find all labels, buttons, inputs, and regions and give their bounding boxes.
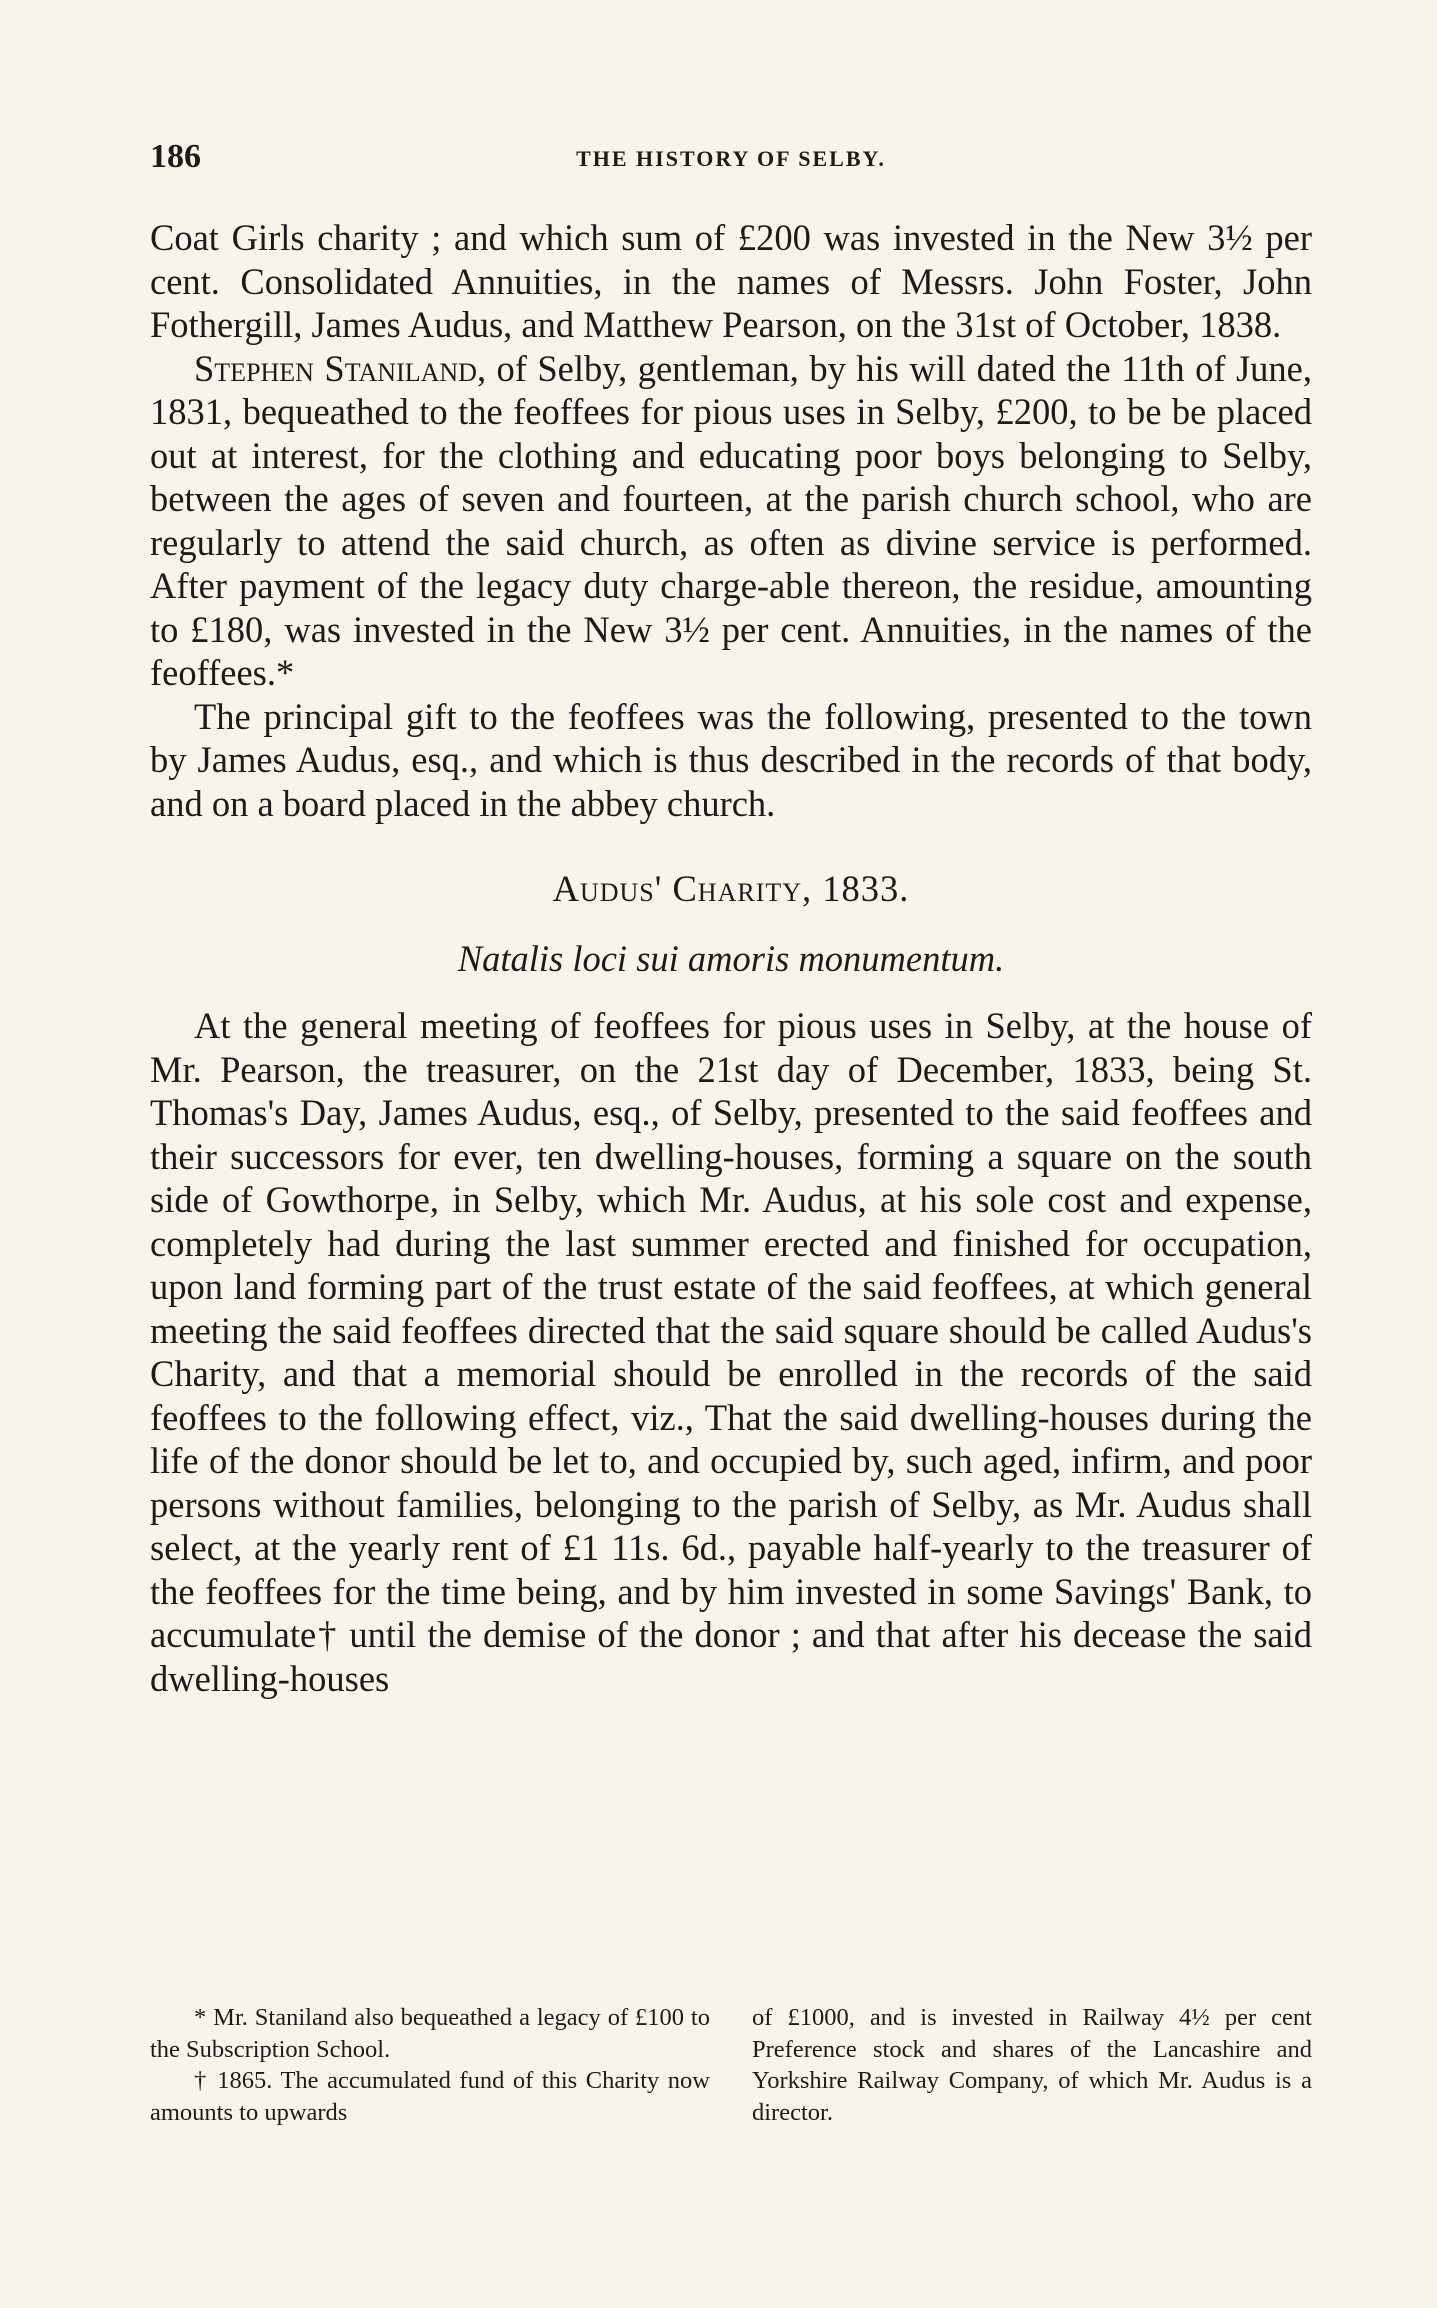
footnote-dagger-continued: of £1000, and is invested in Railway 4½ per cent Preference stock and shares of the Lancashire and Yorkshire Railway Company, of which Mr. Audus is a director. [752,2004,1312,2126]
page-number: 186 [150,138,201,175]
paragraph-3: The principal gift to the feoffees was the following, presented to the town by James Audus, esq., and which is thus described in the records of that body, and on a board placed in the abbey church. [150,695,1312,824]
footnotes-right-column [752,2002,1312,2128]
staniland-name: Stephen Staniland [194,347,477,389]
footnotes-left-column [150,2002,710,2128]
body-text [150,216,1312,1700]
footnote-asterisk: * Mr. Staniland also bequeathed a legacy of £100 to the Subscription School. [150,2004,710,2063]
paragraph-2-text: , of Selby, gentleman, by his will dated the 11th of June, 1831, bequeathed to the feoffees for pious uses in Selby, £200, to be be placed out at interest, for the clothing and educating poor boys belonging to Selby, between the ages of seven and fourteen, at the parish church school, who are regularly to attend the said church, as often as divine service is performed. After payment of the legacy duty charge-able thereon, the residue, amounting to £180, was invested in the New 3½ per cent. Annuities, in the names of the feoffees.* [150,347,1312,693]
paragraph-1: Coat Girls charity ; and which sum of £200 was invested in the New 3½ per cent. Consolidated Annuities, in the names of Messrs. John Foster, John Fothergill, James Audus, and Matthew Pearson, on the 31st of October, 1838. [150,217,1312,345]
latin-motto: Natalis loci sui amoris monumentum. [457,937,1005,979]
paragraph-2 [150,347,1312,695]
running-title: THE HISTORY OF SELBY. [576,146,886,171]
footnotes [150,2002,1312,2128]
footnote-dagger: † 1865. The accumulated fund of this Charity now amounts to upwards [150,2067,710,2126]
page-header [150,138,1312,178]
paragraph-4: At the general meeting of feoffees for pious uses in Selby, at the house of Mr. Pearson, the treasurer, on the 21st day of December, 1833, being St. Thomas's Day, James Audus, esq., of Selby, presented to the said feoffees and their successors for ever, ten dwelling-houses, forming a square on the south side of Gowthorpe, in Selby, which Mr. Audus, at his sole cost and expense, completely had during the last summer erected and finished for occupation, upon land forming part of the trust estate of the said feoffees, at which general meeting the said feoffees directed that the said square should be called Audus's Charity, and that a memorial should be enrolled in the records of the said feoffees to the following effect, viz., That the said dwelling-houses during the life of the donor should be let to, and occupied by, such aged, infirm, and poor persons without families, belonging to the parish of Selby, as Mr. Audus shall select, at the yearly rent of £1 11s. 6d., payable half-yearly to the treasurer of the feoffees for the time being, and by him invested in some Savings' Bank, to accumulate† until the demise of the donor ; and that after his decease the said dwelling-houses [150,1005,1312,1699]
section-heading: Audus' Charity, 1833. [552,868,910,909]
